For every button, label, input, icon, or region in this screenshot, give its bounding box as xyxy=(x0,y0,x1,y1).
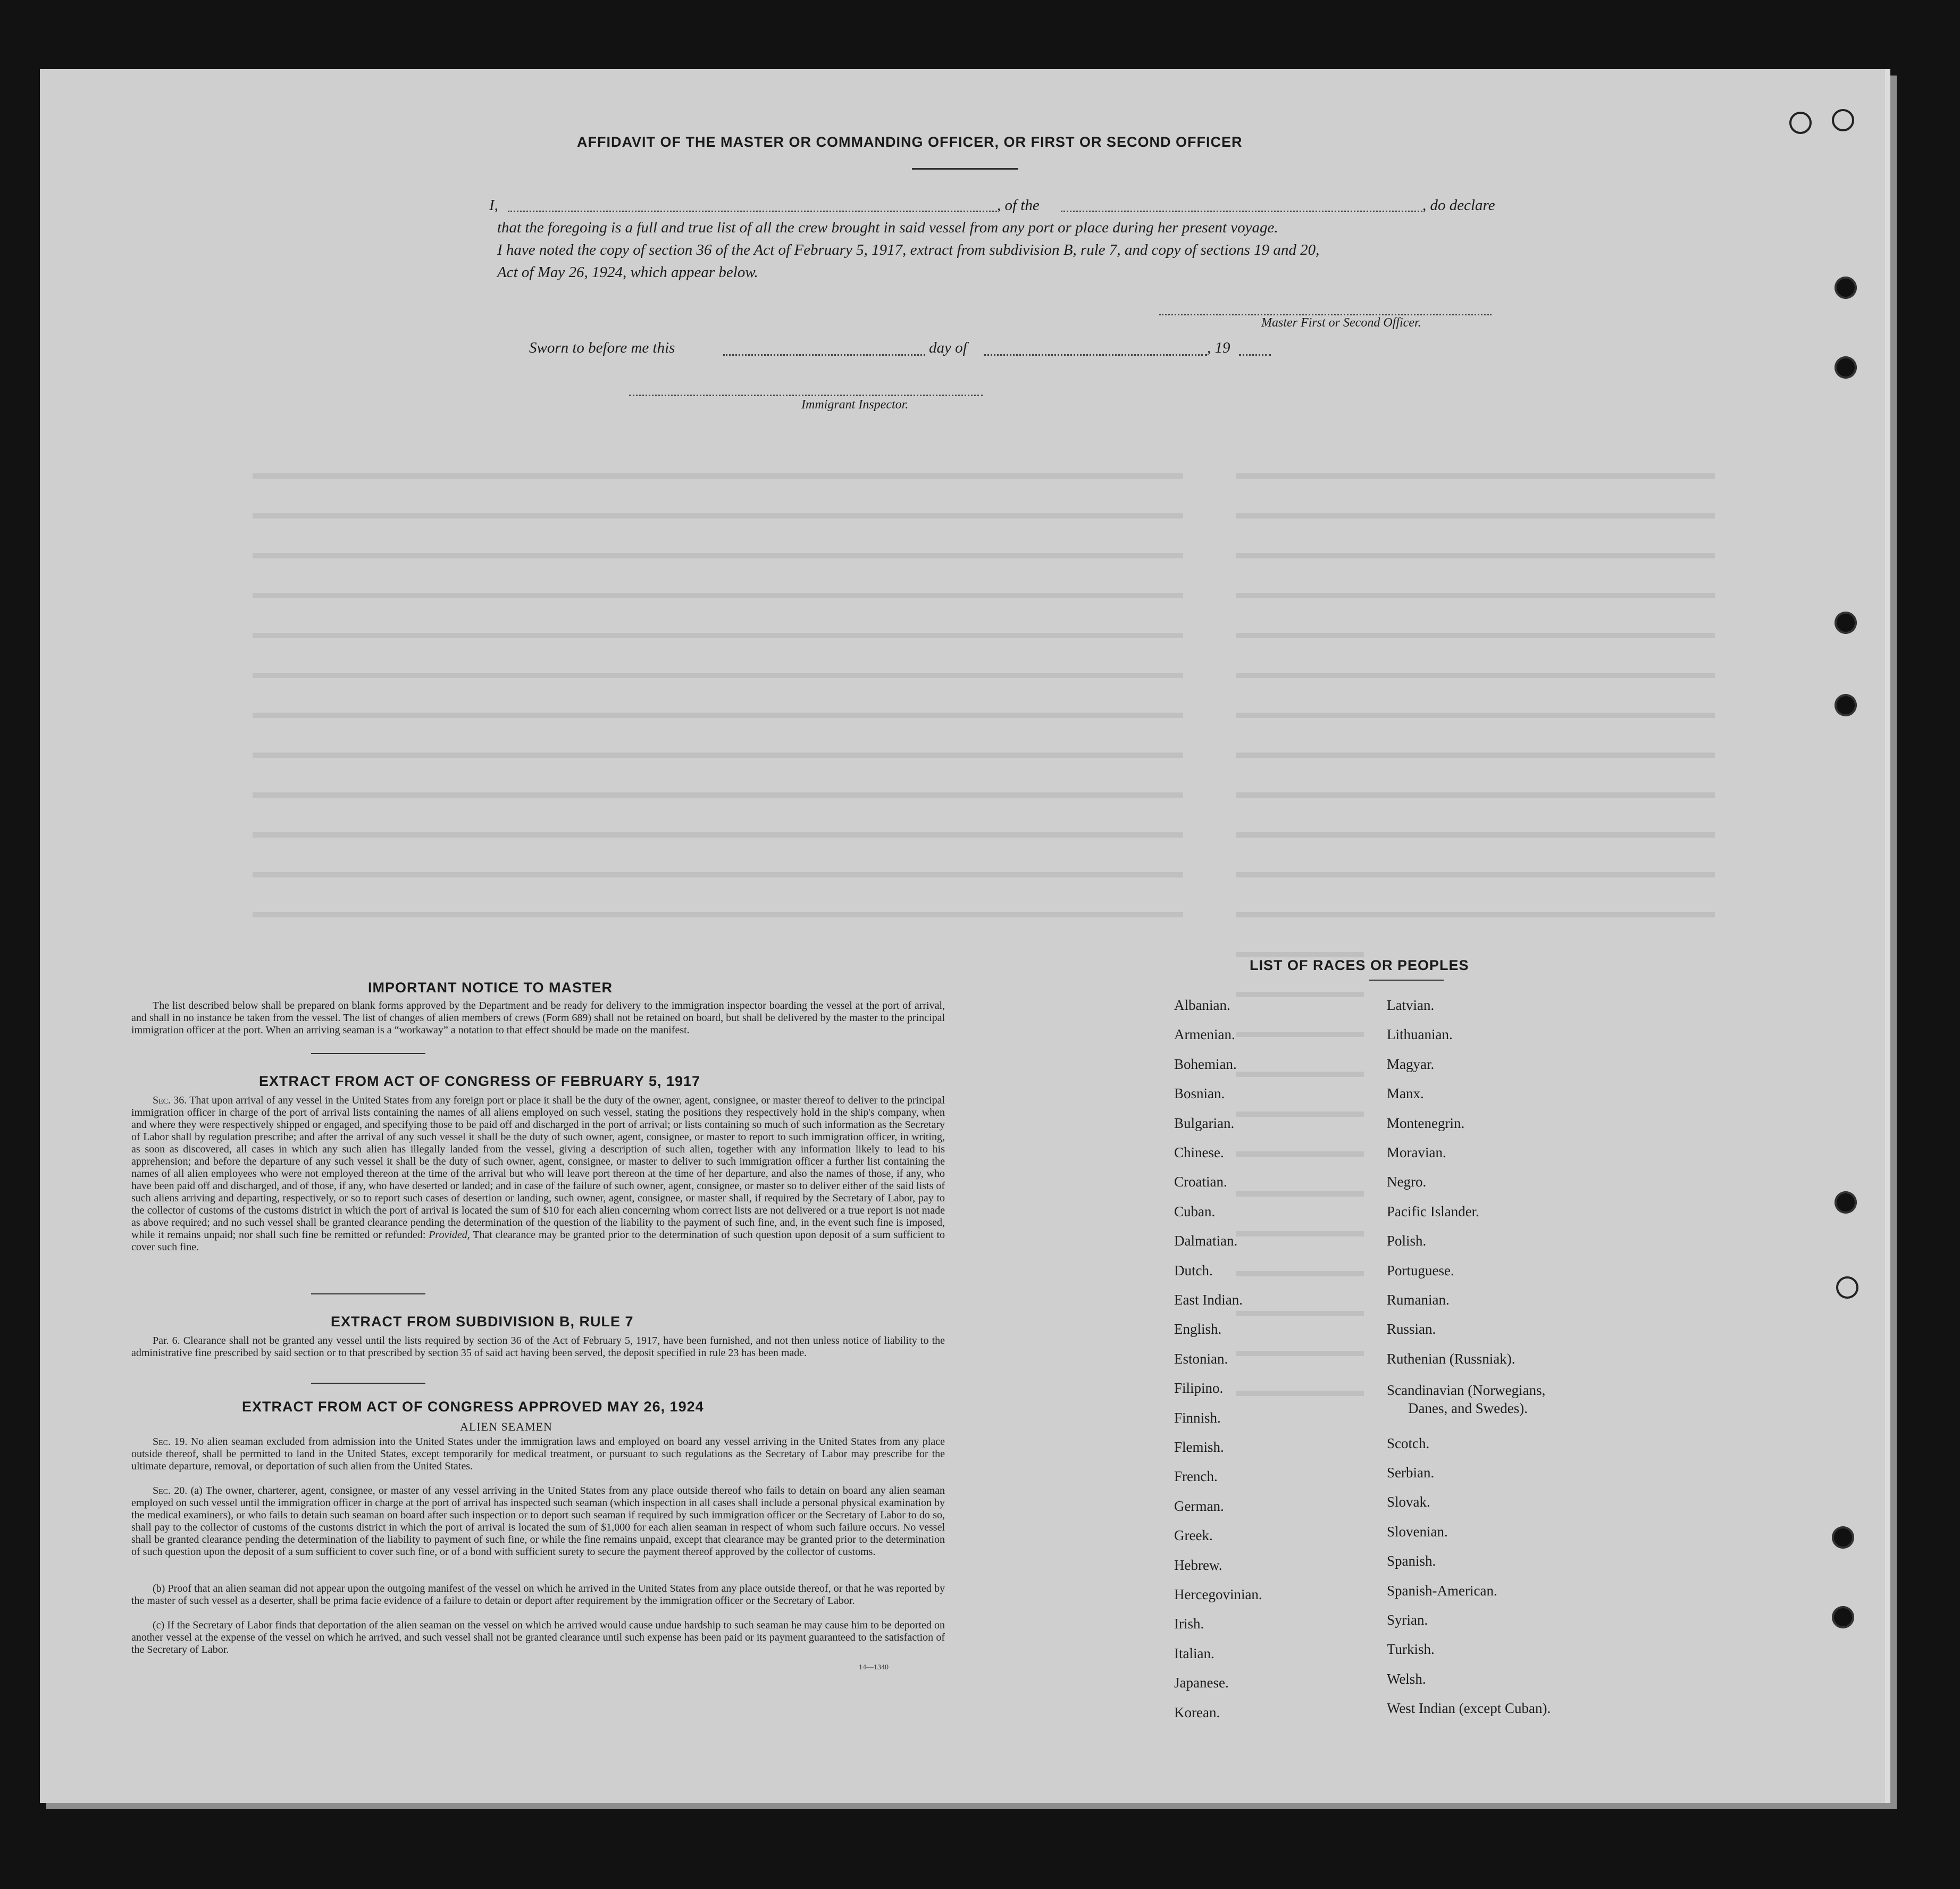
binder-ring-icon xyxy=(1836,1276,1858,1299)
race-item: Pacific Islander. xyxy=(1387,1203,1479,1219)
punch-hole-icon xyxy=(1835,694,1857,716)
race-item: Serbian. xyxy=(1387,1465,1435,1481)
bleed-through-row xyxy=(1236,633,1715,638)
race-item: Finnish. xyxy=(1174,1409,1221,1426)
race-item: Montenegrin. xyxy=(1387,1115,1465,1131)
bleed-through-row xyxy=(1236,593,1715,598)
bleed-through-row xyxy=(1236,673,1715,678)
race-item: Scandinavian (Norwegians, xyxy=(1387,1382,1546,1399)
race-item: Polish. xyxy=(1387,1233,1427,1249)
affidavit-line1-end: , do declare xyxy=(1422,197,1495,214)
races-title-rule xyxy=(1369,980,1444,981)
sworn-end: , 19 xyxy=(1207,339,1230,356)
punch-hole-icon xyxy=(1835,612,1857,634)
race-item: Slovak. xyxy=(1387,1494,1430,1510)
punch-hole-icon xyxy=(1835,277,1857,299)
bleed-through-row xyxy=(1236,553,1715,558)
bleed-through-row xyxy=(1236,952,1364,957)
race-item: Cuban. xyxy=(1174,1203,1216,1219)
sworn-month-blank xyxy=(984,354,1207,356)
name-blank-line xyxy=(508,211,997,212)
extract-1917-title: EXTRACT FROM ACT OF CONGRESS OF FEBRUARY 5, 1917 xyxy=(259,1073,701,1089)
race-item: Chinese. xyxy=(1174,1144,1224,1160)
bleed-through-row xyxy=(253,753,1183,758)
bleed-through-row xyxy=(1236,1032,1364,1037)
race-item: Latvian. xyxy=(1387,997,1435,1013)
bleed-through-row xyxy=(1236,872,1715,877)
sec19-text: Sec. 19. No alien seaman excluded from admission into the United States under the immigration laws and employed on board any vessel arriving in the United States from any place outside thereof, shall be permitted to land in the United States, except temporarily for medical treatment, or pursuant to such regulations as the Secretary of Labor may prescribe for the ultimate departure, removal, or deportation of such alien from the United States. xyxy=(131,1436,945,1472)
master-caption: Master First or Second Officer. xyxy=(1261,316,1421,330)
bleed-through-row xyxy=(1236,912,1715,917)
race-item: Hebrew. xyxy=(1174,1557,1222,1573)
race-item: Spanish-American. xyxy=(1387,1582,1497,1599)
punch-hole-icon xyxy=(1835,1191,1857,1214)
race-item: Ruthenian (Russniak). xyxy=(1387,1350,1515,1367)
inspector-caption: Immigrant Inspector. xyxy=(801,398,909,412)
sworn-day-blank xyxy=(723,354,925,356)
affidavit-line1-mid: , of the xyxy=(997,197,1040,214)
race-item: Syrian. xyxy=(1387,1612,1428,1628)
affidavit-line1-start: I, xyxy=(489,197,498,214)
rule7-title: EXTRACT FROM SUBDIVISION B, RULE 7 xyxy=(331,1314,634,1330)
bleed-through-row xyxy=(253,553,1183,558)
race-item: Lithuanian. xyxy=(1387,1026,1453,1043)
race-item: Bosnian. xyxy=(1174,1085,1225,1102)
bleed-through-row xyxy=(1236,1391,1364,1396)
rule7-text: Par. 6. Clearance shall not be granted any vessel until the lists required by section 36 of the Act of February 5, 1917, have been furnished, and not then unless notice of liability to the administrative fine prescribed by said section or to that prescribed by section 35 of said act having been served, the deposit specified in rule 23 has been made. xyxy=(131,1335,945,1359)
race-item: Scotch. xyxy=(1387,1435,1430,1451)
race-item: Negro. xyxy=(1387,1174,1427,1190)
extract-1924-title: EXTRACT FROM ACT OF CONGRESS APPROVED MAY 26, 1924 xyxy=(242,1399,704,1415)
race-item: Rumanian. xyxy=(1387,1292,1450,1308)
bleed-through-row xyxy=(1236,713,1715,718)
race-item: Dalmatian. xyxy=(1174,1233,1238,1249)
form-number: 14—1340 xyxy=(859,1664,889,1671)
race-item: Albanian. xyxy=(1174,997,1230,1013)
race-item: Estonian. xyxy=(1174,1350,1228,1367)
bleed-through-row xyxy=(253,673,1183,678)
bleed-through-row xyxy=(253,473,1183,479)
punch-hole-icon xyxy=(1832,1526,1854,1549)
races-title: LIST OF RACES OR PEOPLES xyxy=(1250,957,1469,973)
race-item: Japanese. xyxy=(1174,1675,1229,1691)
sworn-start: Sworn to before me this xyxy=(529,339,675,356)
bleed-through-row xyxy=(253,912,1183,917)
alien-seamen-subtitle: ALIEN SEAMEN xyxy=(460,1420,552,1433)
race-item: Bulgarian. xyxy=(1174,1115,1235,1131)
binder-ring-icon xyxy=(1832,109,1854,131)
sec20a-text: Sec. 20. (a) The owner, charterer, agent, consignee, or master of any vessel arriving in the United States from any place outside thereof who fails to detain on board any alien seaman employed on such vessel until the immigration officer in charge at the port of arrival has inspected such seaman (which inspection in all cases shall include a personal physical examination by the medical examiners), or who fails to detain such seaman on board after such inspection or to deport such seaman if required by such immigration officer or the Secretary of Labor to do so, shall pay to the collector of customs of the customs district in which the port of arrival is located the sum of $1,000 for each alien seaman in respect of whom such failure occurs. No vessel shall be granted clearance pending the determination of the liability to payment of such fine, or while the fine remains unpaid, except that clearance may be granted prior to the determination of such question upon the deposit of a sum sufficient to cover such fine, or of a bond with sufficient surety to secure the payment thereof approved by the collector of customs. xyxy=(131,1485,945,1558)
binder-ring-icon xyxy=(1789,112,1812,134)
race-item: Armenian. xyxy=(1174,1026,1235,1043)
bleed-through-row xyxy=(253,513,1183,519)
bleed-through-row xyxy=(253,713,1183,718)
bleed-through-row xyxy=(1236,1072,1364,1077)
punch-hole-icon xyxy=(1835,356,1857,379)
bleed-through-row xyxy=(1236,513,1715,519)
inspector-signature-line xyxy=(629,395,983,396)
race-item: English. xyxy=(1174,1321,1222,1338)
bleed-through-row xyxy=(1236,473,1715,479)
race-item: Flemish. xyxy=(1174,1439,1224,1455)
bleed-through-row xyxy=(1236,1351,1364,1356)
affidavit-title: AFFIDAVIT OF THE MASTER OR COMMANDING OFFICER, OR FIRST OR SECOND OFFICER xyxy=(577,134,1243,150)
race-item: Russian. xyxy=(1387,1321,1436,1338)
affidavit-line2: that the foregoing is a full and true list of all the crew brought in said vessel from any port or place during her present voyage. xyxy=(497,219,1278,236)
bleed-through-row xyxy=(253,593,1183,598)
race-item: Magyar. xyxy=(1387,1056,1435,1072)
sec20c-text: (c) If the Secretary of Labor finds that deportation of the alien seaman on the vessel on which he arrived would cause undue hardship to such seaman he may cause him to be deported on another vessel at the expense of the vessel on which he arrived, and such vessel shall not be granted clearance until such expense has been paid or its payment guaranteed to the satisfaction of the Secretary of Labor. xyxy=(131,1619,945,1656)
race-item: East Indian. xyxy=(1174,1292,1243,1308)
sworn-year-blank xyxy=(1239,354,1271,356)
bleed-through-row xyxy=(1236,1231,1364,1236)
document-page xyxy=(40,69,1890,1803)
notice-title: IMPORTANT NOTICE TO MASTER xyxy=(368,980,613,996)
bleed-through-row xyxy=(1236,792,1715,798)
race-item: Danes, and Swedes). xyxy=(1408,1400,1528,1417)
race-item: Irish. xyxy=(1174,1616,1204,1632)
bleed-through-row xyxy=(1236,753,1715,758)
race-item: Dutch. xyxy=(1174,1262,1213,1278)
bleed-through-row xyxy=(253,633,1183,638)
race-item: Korean. xyxy=(1174,1704,1220,1720)
race-item: French. xyxy=(1174,1468,1218,1485)
race-item: West Indian (except Cuban). xyxy=(1387,1700,1551,1717)
master-signature-line xyxy=(1159,314,1492,315)
section-rule xyxy=(311,1053,425,1054)
bleed-through-row xyxy=(1236,1111,1364,1117)
race-item: Bohemian. xyxy=(1174,1056,1237,1072)
section-rule xyxy=(311,1383,425,1384)
sworn-mid: day of xyxy=(929,339,967,356)
punch-hole-icon xyxy=(1832,1606,1854,1628)
race-item: German. xyxy=(1174,1498,1224,1514)
bleed-through-row xyxy=(253,832,1183,838)
race-item: Spanish. xyxy=(1387,1553,1436,1569)
extract-1917-text: Sec. 36. That upon arrival of any vessel in the United States from any foreign port or place it shall be the duty of the owner, agent, consignee, or master thereof to deliver to the principal immigration officer in charge of the port of arrival lists containing the names of all aliens employed on such vessel, stating the positions they respectively hold in the ship's company, when and where they were respectively shipped or engaged, and specifying those to be paid off and discharged in the port of arrival; or lists containing so much of such information as the Secretary of Labor shall by regulation prescribe; and after the arrival of any such vessel it shall be the duty of such owner, agent, consignee, or master to report to such immigration officer, in writing, as soon as discovered, all cases in which any such alien has illegally landed from the vessel, giving a description of such alien, together with any information likely to lead to his apprehension; and before the departure of any such vessel it shall be the duty of such owner, agent, consignee, or master to deliver to such immigration officer a further list containing the names of all alien employees who were not employed thereon at the time of the arrival but who will leave port thereon at the time of her departure, and also the names of those, if any, who have been paid off and discharged, and of those, if any, who have deserted or landed; and in case of the failure of such owner, agent, consignee, or master so to deliver either of the said lists of such aliens arriving and departing, respectively, or so to report such cases of desertion or landing, such owner, agent, consignee, or master shall, if required by the Secretary of Labor, pay to the collector of customs of the customs district in which the port of arrival is located the sum of $10 for each alien concerning whom correct lists are not delivered or a true report is not made as above required; and no such vessel shall be granted clearance pending the determination of the question of the liability to the payment of such fine, and, in the event such fine is imposed, while it remains unpaid; nor shall such fine be remitted or refunded: Provided, That clearance may be granted prior to the determination of such question upon deposit of a sum sufficient to cover such fine. xyxy=(131,1094,945,1253)
race-item: Hercegovinian. xyxy=(1174,1586,1262,1602)
notice-text: The list described below shall be prepared on blank forms approved by the Department and be ready for delivery to the immigration inspector boarding the vessel at the port of arrival, and shall in no instance be taken from the vessel. The list of changes of alien members of crews (Form 689) shall not be retained on board, but shall be delivered by the master to the principal immigration officer at the port. When an arriving seaman is a “workaway” a notation to that effect should be made on the manifest. xyxy=(131,1000,945,1036)
affidavit-line3: I have noted the copy of section 36 of the Act of February 5, 1917, extract from subdivision B, rule 7, and copy of sections 19 and 20, xyxy=(497,241,1320,258)
section-rule xyxy=(311,1293,425,1294)
sec20b-text: (b) Proof that an alien seaman did not appear upon the outgoing manifest of the vessel on which he arrived in the United States from any place outside thereof, or that he was reported by the master of such vessel as a deserter, shall be prima facie evidence of a failure to detain or deport after requirement by the immigration officer or the Secretary of Labor. xyxy=(131,1583,945,1607)
race-item: Turkish. xyxy=(1387,1641,1435,1658)
bleed-through-row xyxy=(1236,1151,1364,1157)
bleed-through-row xyxy=(253,872,1183,877)
affidavit-line4: Act of May 26, 1924, which appear below. xyxy=(497,264,758,281)
race-item: Manx. xyxy=(1387,1085,1424,1102)
race-item: Slovenian. xyxy=(1387,1523,1448,1540)
bleed-through-row xyxy=(1236,992,1364,997)
race-item: Portuguese. xyxy=(1387,1262,1454,1278)
bleed-through-row xyxy=(1236,1271,1364,1276)
bleed-through-row xyxy=(1236,1311,1364,1316)
race-item: Italian. xyxy=(1174,1645,1214,1661)
race-item: Welsh. xyxy=(1387,1670,1426,1687)
bleed-through-row xyxy=(1236,832,1715,838)
vessel-blank-line xyxy=(1061,211,1422,212)
race-item: Greek. xyxy=(1174,1527,1213,1544)
race-item: Moravian. xyxy=(1387,1144,1446,1160)
race-item: Filipino. xyxy=(1174,1380,1224,1397)
race-item: Croatian. xyxy=(1174,1174,1227,1190)
bleed-through-row xyxy=(1236,1191,1364,1197)
title-rule xyxy=(912,168,1018,170)
bleed-through-row xyxy=(253,792,1183,798)
